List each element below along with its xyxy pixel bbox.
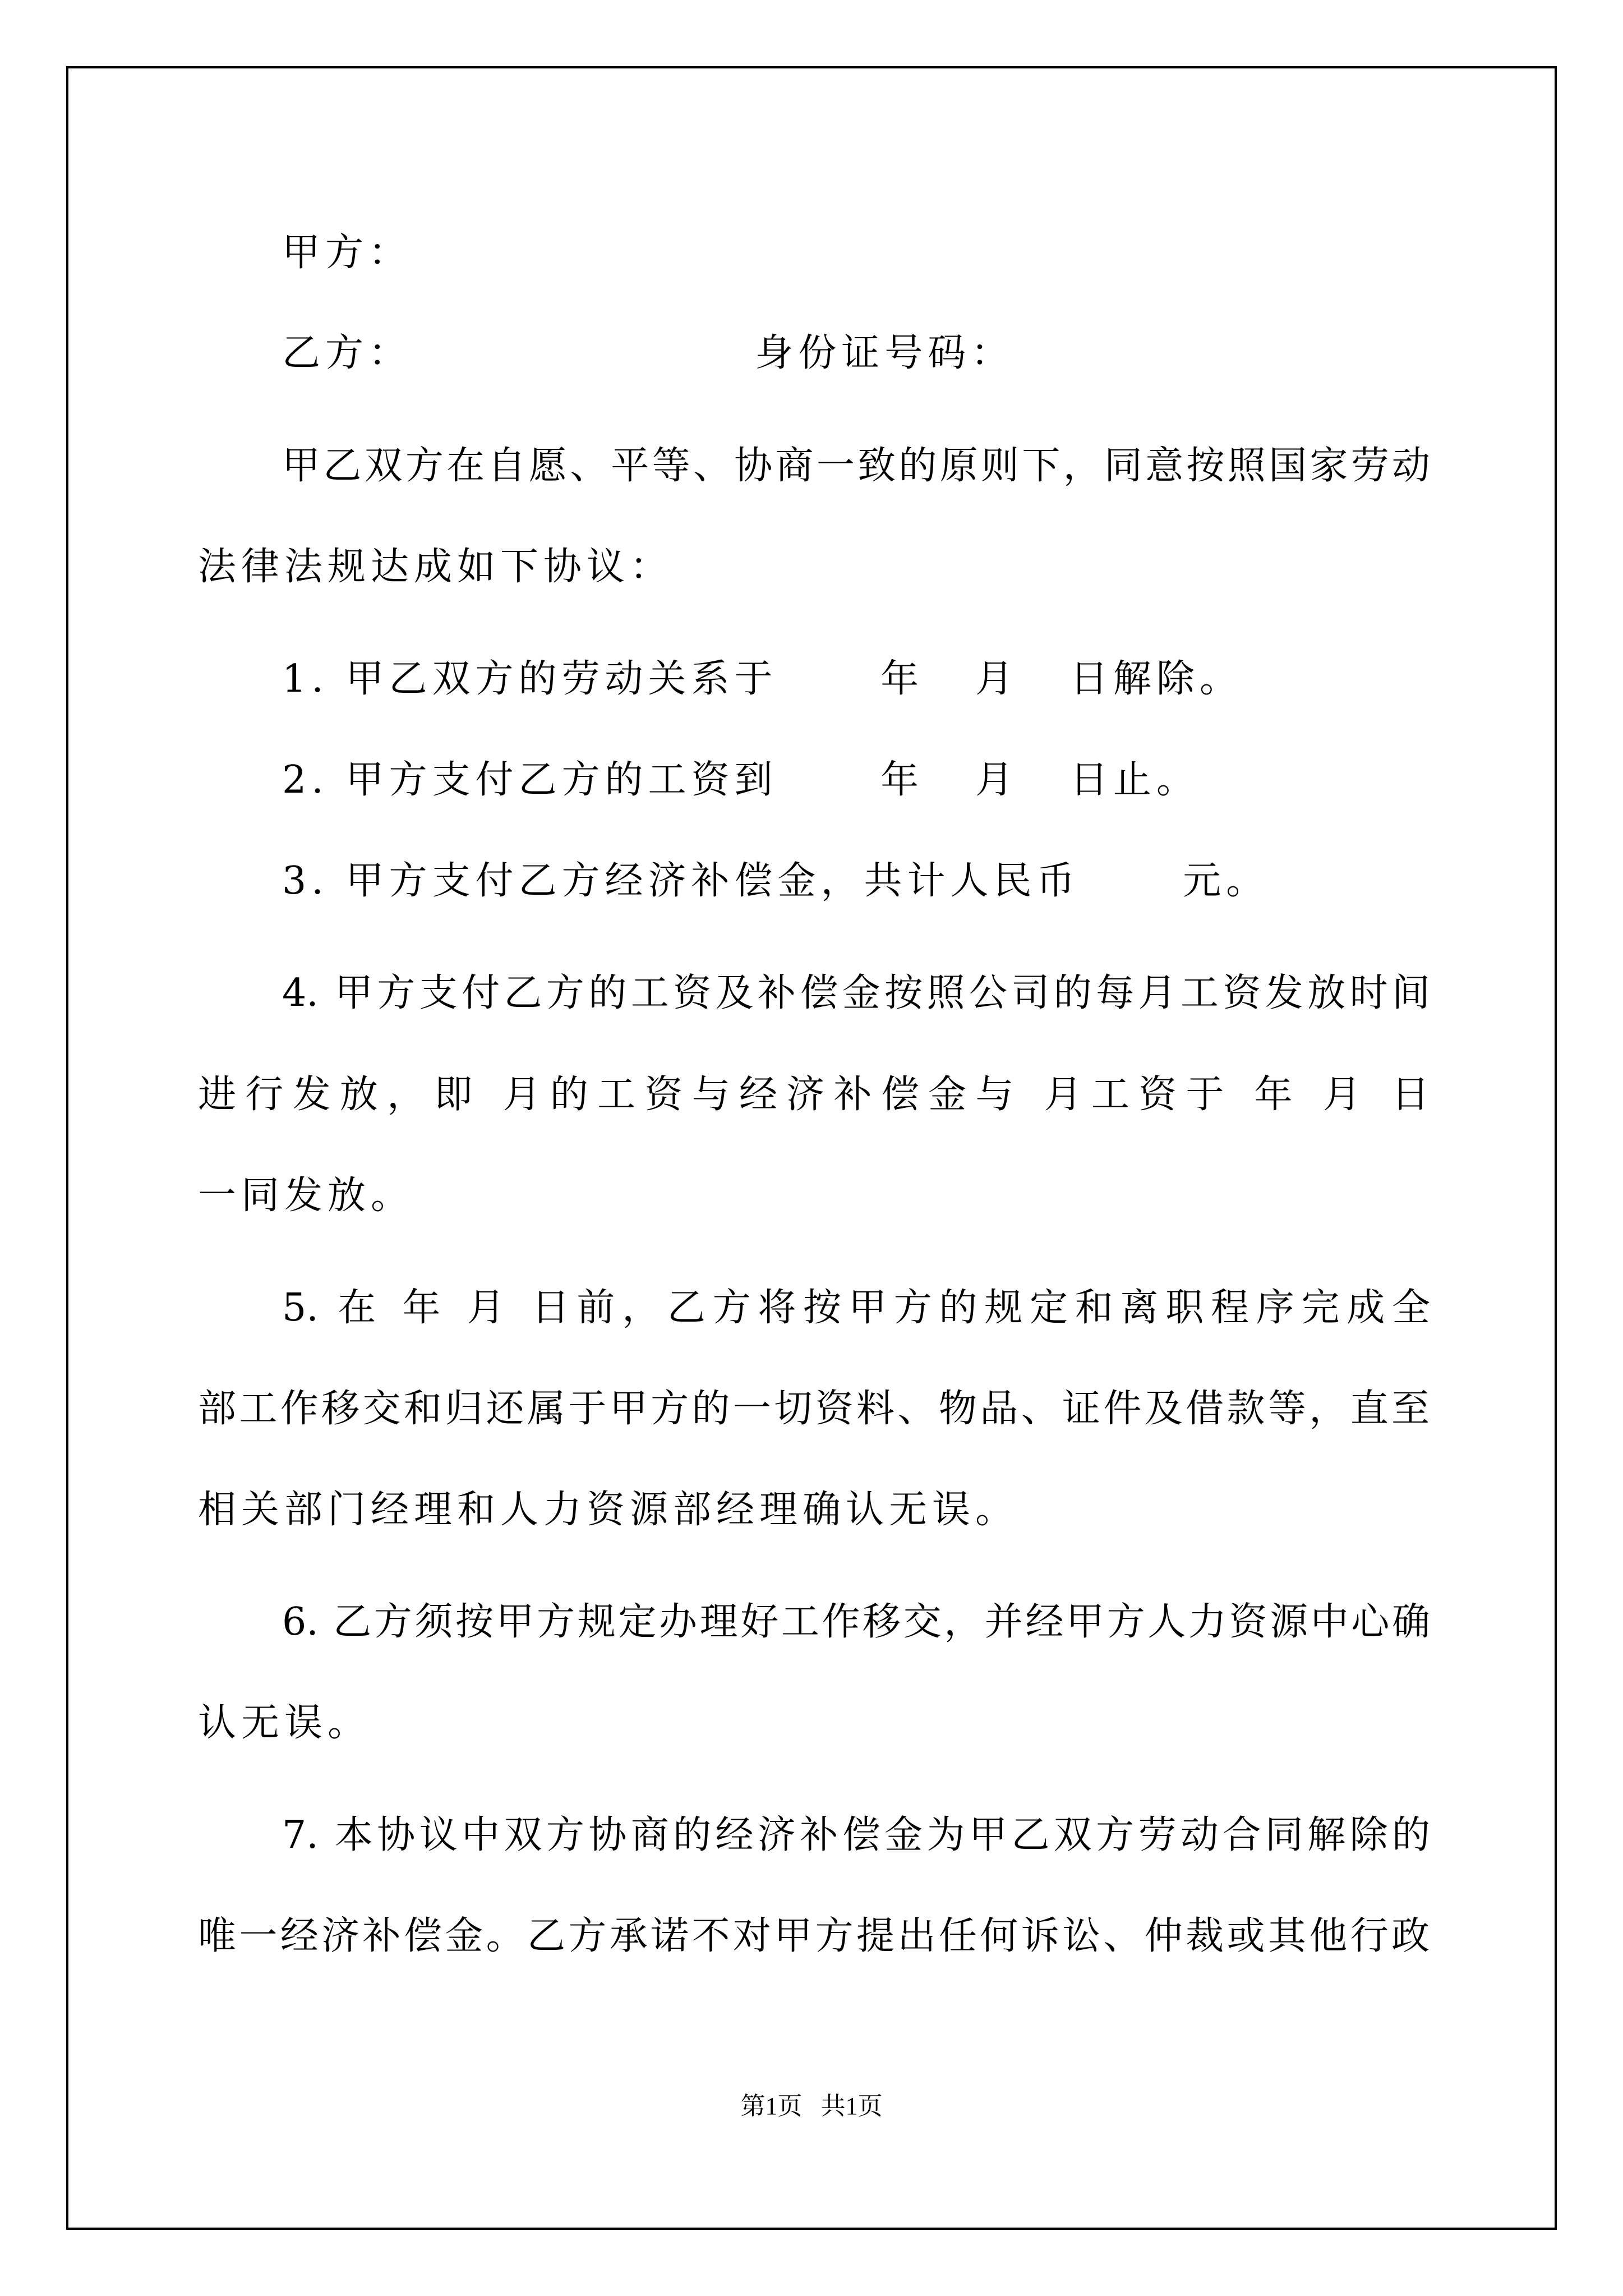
party-b-line: 乙方： 身份证号码： <box>282 331 1015 375</box>
preamble-line-2: 法律法规达成如下协议： <box>198 545 674 589</box>
page-border <box>66 66 1557 2230</box>
clause-4-line-3: 一同发放。 <box>198 1174 414 1218</box>
clause-7-line-2: 唯一经济补偿金。乙方承诺不对甲方提出任何诉讼、仲裁或其他行政 <box>198 1914 1430 1958</box>
party-a-line: 甲方： <box>282 231 412 275</box>
clause-5-line-3: 相关部门经理和人力资源部经理确认无误。 <box>198 1488 1019 1532</box>
clause-4-line-1: 4. 甲方支付乙方的工资及补偿金按照公司的每月工资发放时间 <box>282 971 1430 1015</box>
clause-6-line-2: 认无误。 <box>198 1701 371 1745</box>
clause-7-line-1: 7. 本协议中双方协商的经济补偿金为甲乙双方劳动合同解除的 <box>282 1813 1430 1857</box>
clause-5-line-2: 部工作移交和归还属于甲方的一切资料、物品、证件及借款等，直至 <box>198 1387 1430 1431</box>
clause-6-line-1: 6. 乙方须按甲方规定办理好工作移交，并经甲方人力资源中心确 <box>282 1600 1430 1644</box>
clause-3: 3. 甲方支付乙方经济补偿金，共计人民币 元。 <box>282 859 1270 903</box>
clause-4-line-2: 进行发放，即 月的工资与经济补偿金与 月工资于 年 月 日 <box>198 1073 1430 1117</box>
clause-1: 1. 甲乙双方的劳动关系于 年 月 日解除。 <box>282 657 1243 701</box>
clause-5-line-1: 5. 在 年 月 日前，乙方将按甲方的规定和离职程序完成全 <box>282 1286 1430 1330</box>
preamble-line-1: 甲乙双方在自愿、平等、协商一致的原则下，同意按照国家劳动 <box>282 444 1430 488</box>
page-number-footer: 第1页 共1页 <box>740 2092 883 2120</box>
clause-2: 2. 甲方支付乙方的工资到 年 月 日止。 <box>282 758 1200 802</box>
